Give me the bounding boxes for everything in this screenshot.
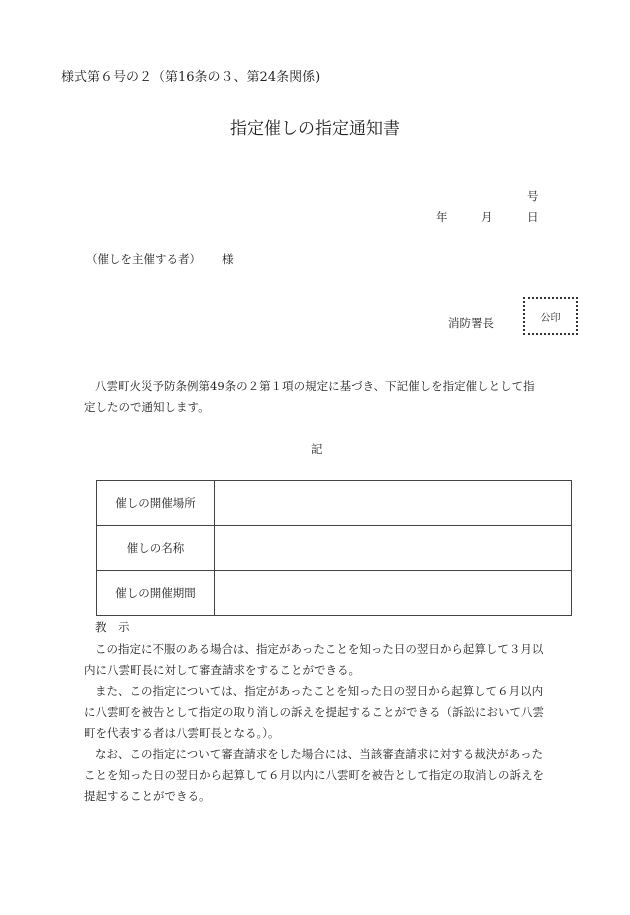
day-label: 日 — [527, 210, 539, 224]
official-seal-box — [523, 297, 578, 335]
notice-line: 内に八雲町長に対して審査請求をすることができる。 — [84, 663, 360, 677]
table-row — [97, 571, 572, 616]
year-label: 年 — [436, 210, 448, 224]
body-line-1: 八雲町火災予防条例第49条の２第１項の規定に基づき、下記催しを指定催しとして指 — [95, 379, 535, 393]
official-seal-label: 公印 — [540, 312, 561, 324]
notice-line: ことを知った日の翌日から起算して６月以内に八雲町を被告として指定の取消しの訴えを — [84, 768, 544, 782]
ki-marker: 記 — [311, 442, 323, 456]
body-line-2: 定したので通知します。 — [84, 400, 210, 414]
sender-title: 消防署長 — [448, 316, 494, 330]
table-label: 催しの開催期間 — [97, 571, 215, 616]
notice-line: また、この指定については、指定があったことを知った日の翌日から起算して６月以内 — [95, 684, 544, 698]
table-row — [97, 481, 572, 526]
notice-line: 提起することができる。 — [84, 789, 211, 803]
month-label: 月 — [481, 210, 493, 224]
table-label: 催しの名称 — [97, 526, 215, 571]
document-title: 指定催しの指定通知書 — [230, 119, 400, 139]
table-value — [215, 526, 572, 571]
notice-line: 町を代表する者は八雲町長となる。）。 — [84, 726, 280, 740]
number-label: 号 — [527, 189, 539, 203]
notice-line: この指定に不服のある場合は、指定があったことを知った日の翌日から起算して３月以 — [95, 642, 544, 656]
details-table — [96, 480, 572, 616]
table-row — [97, 526, 572, 571]
form-number: 様式第６号の２（第16条の３、第24条関係) — [61, 70, 321, 85]
table-value — [215, 571, 572, 616]
notice-heading: 教 示 — [95, 620, 130, 634]
recipient-label: （催しを主催する者） — [86, 252, 201, 266]
notice-line: に八雲町を被告として指定の取り消しの訴えを提起することができる（訴訟において八雲 — [84, 705, 544, 719]
table-label: 催しの開催場所 — [97, 481, 215, 526]
recipient-honorific: 様 — [222, 252, 234, 266]
notice-line: なお、この指定について審査請求をした場合には、当該審査請求に対する裁決があった — [95, 747, 544, 761]
table-value — [215, 481, 572, 526]
